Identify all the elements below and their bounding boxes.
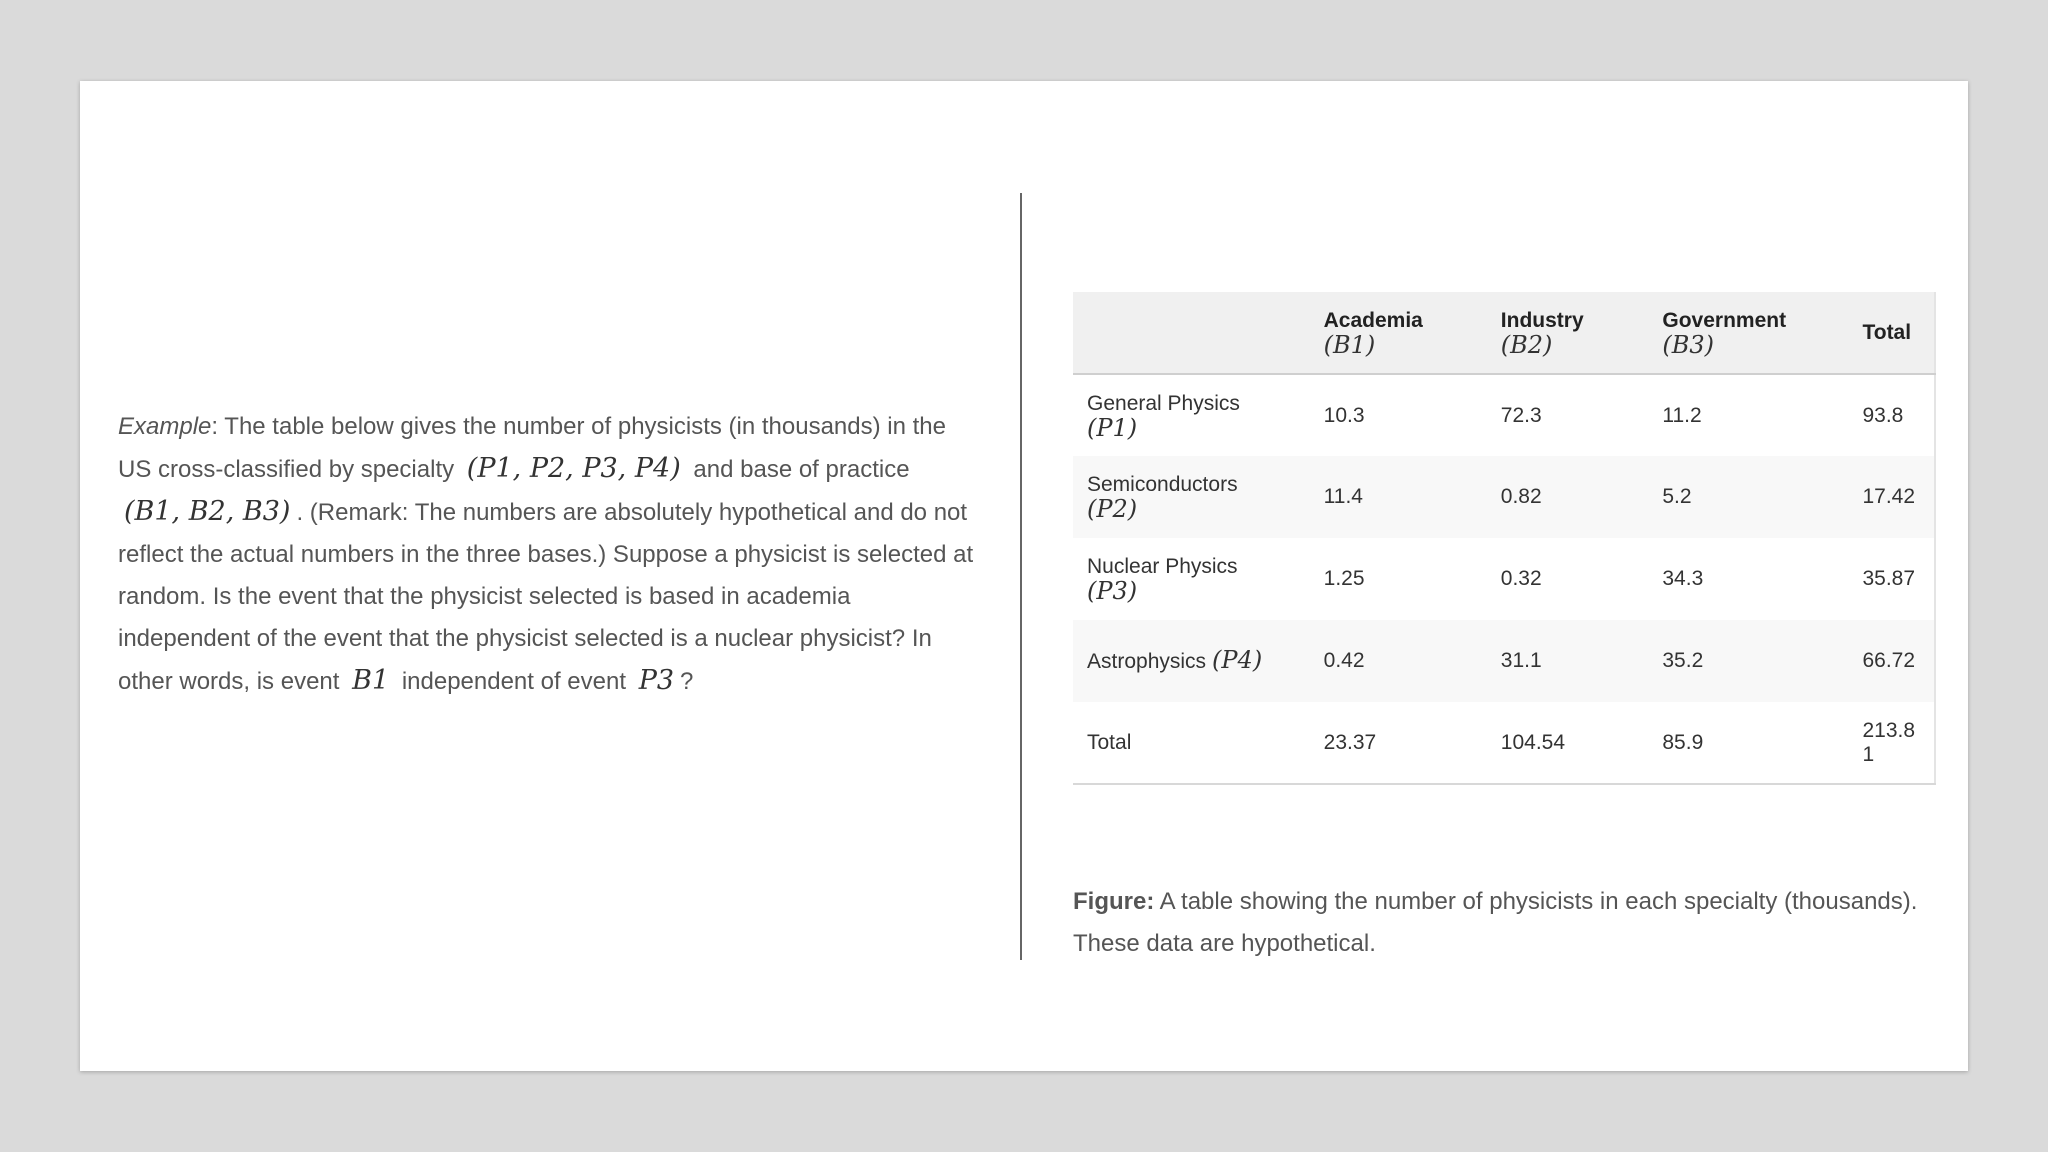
vertical-divider (1020, 193, 1022, 960)
physicists-table-container (1073, 292, 1936, 785)
cell-total: 66.72 (1862, 649, 1916, 672)
header-cell-academia (1310, 292, 1487, 374)
row-label: Astrophysics (1087, 650, 1207, 673)
paragraph-text-1: : The table below gives the number of physicists (in thousands) in the US cross-classified by specialty (118, 413, 946, 483)
paragraph-text-2: and base of practice (693, 456, 910, 483)
paragraph-text-5: ? (680, 668, 694, 695)
example-label: Example (118, 413, 212, 440)
header-cell-industry (1487, 292, 1649, 374)
math-b1: B1 (352, 665, 390, 696)
row-label-cell (1073, 456, 1310, 538)
row-label: Total (1087, 730, 1132, 754)
table-row (1073, 374, 1935, 456)
paragraph-text-3: . (Remark: The numbers are absolutely hypothetical and do not reflect the actual numbers in the three bases.) Suppose a physicist is selected at random. Is the event that the physicist selected is based in academia independent of the event that the physicist selected is a nuclear physicist? In other words, is event (118, 499, 974, 695)
table-row (1073, 620, 1935, 702)
math-p3: P3 (638, 665, 675, 696)
header-cell-empty (1073, 292, 1310, 374)
cell-academia: 0.42 (1323, 649, 1365, 672)
row-label: General Physics (1087, 391, 1240, 415)
row-symbol: (P4) (1212, 646, 1263, 674)
header-symbol: (B3) (1662, 330, 1715, 359)
header-cell-total (1848, 292, 1935, 374)
row-symbol: (P2) (1087, 495, 1138, 523)
table-row (1073, 456, 1935, 538)
caption-text: A table showing the number of physicists in each specialty (thousands). These data are hypothetical. (1073, 888, 1918, 957)
cell-total: 213.81 (1862, 718, 1916, 766)
math-specialty: (P1, P2, P3, P4) (466, 453, 681, 484)
header-label: Industry (1500, 308, 1584, 332)
cell-government: 11.2 (1662, 403, 1702, 427)
cell-academia: 11.4 (1323, 485, 1363, 508)
row-label: Nuclear Physics (1087, 555, 1238, 578)
figure-caption (1073, 881, 1933, 965)
cell-industry: 0.82 (1500, 485, 1542, 508)
row-symbol: (P1) (1087, 413, 1138, 442)
caption-label: Figure: (1073, 888, 1155, 915)
row-label-cell (1073, 374, 1310, 456)
math-base: (B1, B2, B3) (124, 496, 291, 527)
header-symbol: (B2) (1500, 330, 1553, 359)
cell-government: 34.3 (1662, 567, 1704, 590)
cell-industry: 72.3 (1500, 403, 1542, 427)
cell-academia: 10.3 (1323, 403, 1365, 427)
row-label-cell (1073, 620, 1310, 702)
cell-academia: 23.37 (1323, 730, 1377, 754)
cell-academia: 1.25 (1323, 567, 1365, 590)
header-label: Government (1662, 308, 1787, 332)
cell-industry: 31.1 (1500, 649, 1542, 672)
header-label: Total (1862, 320, 1912, 344)
table-row (1073, 538, 1935, 620)
row-label-cell (1073, 702, 1310, 784)
physicists-table (1073, 292, 1936, 785)
cell-government: 5.2 (1662, 485, 1692, 508)
cell-total: 35.87 (1862, 567, 1916, 590)
cell-government: 85.9 (1662, 730, 1704, 754)
row-label: Semiconductors (1087, 473, 1238, 496)
paragraph-text-4: independent of event (401, 668, 627, 695)
cell-total: 93.8 (1862, 403, 1904, 427)
table-row (1073, 702, 1935, 784)
cell-total: 17.42 (1862, 485, 1916, 508)
cell-government: 35.2 (1662, 649, 1704, 672)
row-symbol: (P3) (1087, 577, 1138, 605)
table-header-row (1073, 292, 1935, 374)
header-cell-government (1648, 292, 1848, 374)
cell-industry: 0.32 (1500, 567, 1542, 590)
row-label-cell (1073, 538, 1310, 620)
header-symbol: (B1) (1323, 330, 1376, 359)
example-paragraph (118, 406, 976, 703)
header-label: Academia (1323, 308, 1423, 332)
slide (80, 81, 1968, 1071)
cell-industry: 104.54 (1500, 730, 1566, 754)
